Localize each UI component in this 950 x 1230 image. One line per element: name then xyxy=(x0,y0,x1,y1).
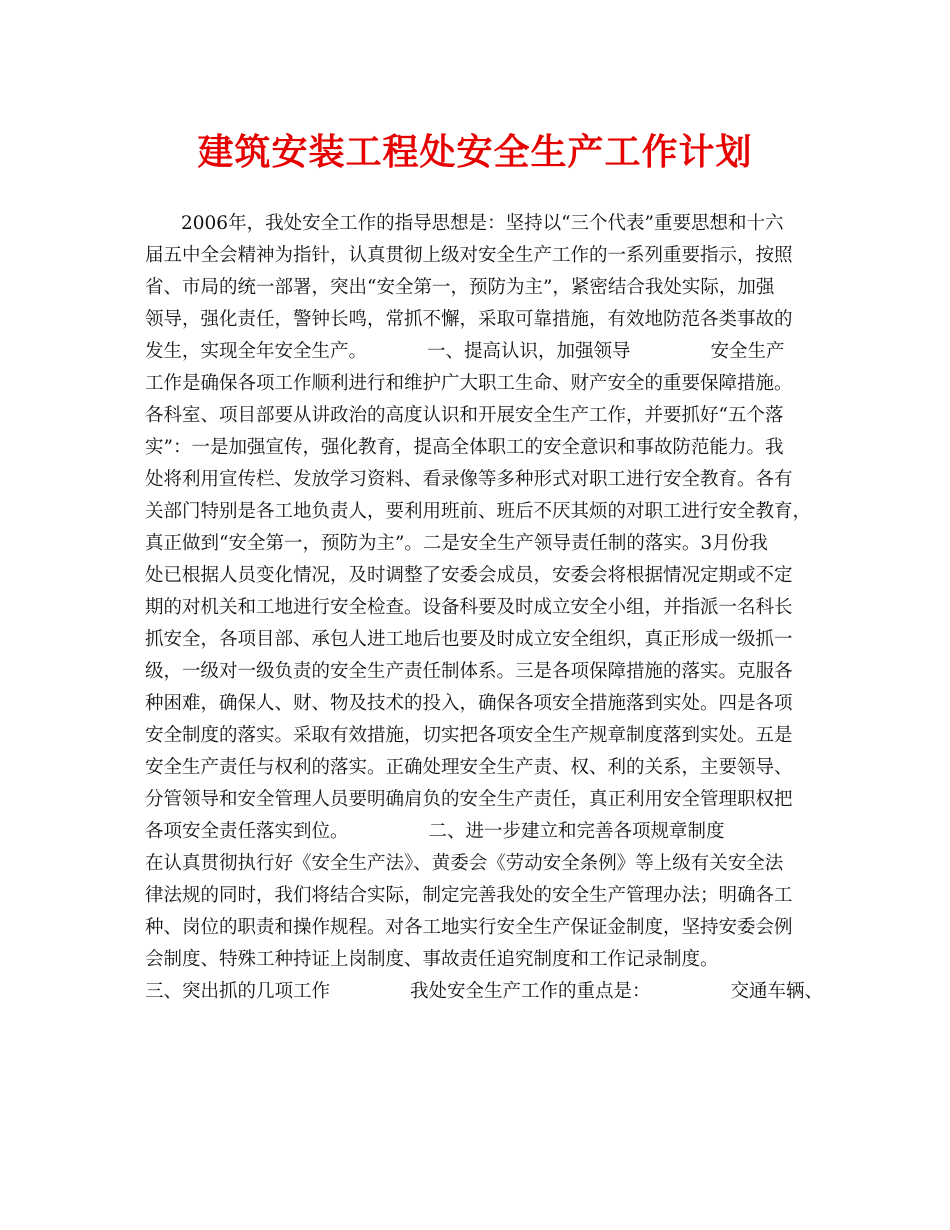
body-line-17: 安全制度的落实。采取有效措施，切实把各项安全生产规章制度落到实处。五是 xyxy=(145,725,793,746)
body-line-15: 级，一级对一级负责的安全生产责任制体系。三是各项保障措施的落实。克服各 xyxy=(145,661,793,682)
document-body xyxy=(145,208,824,1008)
body-line-2: 届五中全会精神为指针，认真贯彻上级对安全生产工作的一系列重要指示，按照 xyxy=(145,245,793,266)
body-line-22: 律法规的同时，我们将结合实际，制定完善我处的安全生产管理办法；明确各工 xyxy=(145,885,793,906)
body-line-18: 安全生产责任与权利的落实。正确处理安全生产责、权、利的关系，主要领导、 xyxy=(145,757,793,778)
body-line-4: 领导，强化责任，警钟长鸣，常抓不懈，采取可靠措施，有效地防范各类事故的 xyxy=(145,309,793,330)
section-heading-2: 二、进一步建立和完善各项规章制度 xyxy=(428,821,725,842)
body-line-14: 抓安全，各项目部、承包人进工地后也要及时成立安全组织，真正形成一级抓一 xyxy=(145,629,793,650)
body-line-23: 种、岗位的职责和操作规程。对各工地实行安全生产保证金制度，坚持安委会例 xyxy=(145,917,793,938)
section-heading-1: 一、提高认识，加强领导 xyxy=(427,341,631,362)
body-line-3: 省、市局的统一部署，突出“安全第一，预防为主”，紧密结合我处实际，加强 xyxy=(145,277,775,298)
body-line-20 xyxy=(145,816,810,848)
body-line-9: 处将利用宣传栏、发放学习资料、看录像等多种形式对职工进行安全教育。各有 xyxy=(145,469,793,490)
body-line-19: 分管领导和安全管理人员要明确肩负的安全生产责任，真正利用安全管理职权把 xyxy=(145,789,793,810)
body-line-24: 会制度、特殊工种持证上岗制度、事故责任追究制度和工作记录制度。 xyxy=(145,949,719,970)
body-line-7: 各科室、项目部要从讲政治的高度认识和开展安全生产工作，并要抓好“五个落 xyxy=(145,405,784,426)
body-line-21: 在认真贯彻执行好《安全生产法》、黄委会《劳动安全条例》等上级有关安全法 xyxy=(145,853,784,874)
body-line-20-part-a: 各项安全责任落实到位。 xyxy=(145,821,349,842)
body-line-5-part-a: 发生，实现全年安全生产。 xyxy=(145,341,368,362)
body-line-25-part-c: 交通车辆、 xyxy=(730,981,824,1002)
body-line-12: 处已根据人员变化情况，及时调整了安委会成员，安委会将根据情况定期或不定 xyxy=(145,565,793,586)
document-title: 建筑安装工程处安全生产工作计划 xyxy=(197,131,753,173)
body-line-13: 期的对机关和工地进行安全检查。设备科要及时成立安全小组，并指派一名科长 xyxy=(145,597,793,618)
body-line-6: 工作是确保各项工作顺利进行和维护广大职工生命、财产安全的重要保障措施。 xyxy=(145,373,793,394)
body-line-25 xyxy=(145,976,824,1008)
body-line-1: 2006年，我处安全工作的指导思想是：坚持以“三个代表”重要思想和十六 xyxy=(181,213,784,234)
body-line-5-part-c: 安全生产 xyxy=(710,341,785,362)
body-line-25-part-b: 我处安全生产工作的重点是： xyxy=(410,981,651,1002)
body-line-11: 真正做到“安全第一，预防为主”。二是安全生产领导责任制的落实。3月份我 xyxy=(145,533,768,554)
body-line-10: 关部门特别是各工地负责人，要利用班前、班后不厌其烦的对职工进行安全教育， xyxy=(145,501,812,522)
body-line-16: 种困难，确保人、财、物及技术的投入，确保各项安全措施落到实处。四是各项 xyxy=(145,693,793,714)
body-line-8: 实”：一是加强宣传，强化教育，提高全体职工的安全意识和事故防范能力。我 xyxy=(145,437,784,458)
body-line-5 xyxy=(145,336,810,368)
section-heading-3: 三、突出抓的几项工作 xyxy=(145,981,331,1002)
